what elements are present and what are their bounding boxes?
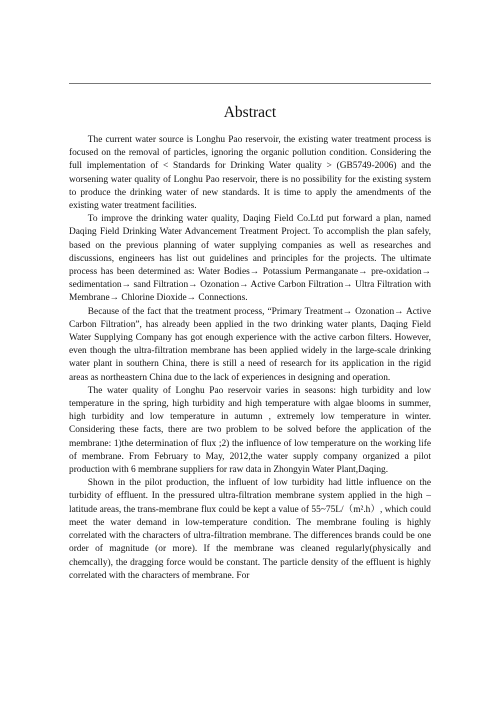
abstract-body (69, 134, 431, 583)
paragraph-1: The current water source is Longhu Pao reservoir, the existing water treatment process is focused on the removal of particles, ignoring the organic pollution condition. Considering the full implementation of < Standards for Drinking Water quality > (GB5749-2006) and the worsening water quality of Longhu Pao reservoir, there is no possibility for the existing system to produce the drinking water of new standards. It is time to apply the amendments of the existing water treatment facilities. (69, 135, 431, 212)
paragraph-3: Because of the fact that the treatment process, “Primary Treatment→ Ozonation→ Active Carbon Filtration”, has already been applied in the two drinking water plants, Daqing Field Water Supplying Company has got enough experience with the active carbon filters. However, even though the ultra-filtration membrane has been applied widely in the large-scale drinking water plant in southern China, there is still a need of research for its application in the rigid areas as northeastern China due to the lack of experiences in designing and operation. (69, 306, 431, 383)
abstract-title: Abstract (223, 104, 277, 121)
header-rule (69, 83, 431, 84)
paragraph-4: The water quality of Longhu Pao reservoir varies in seasons: high turbidity and low temperature in the spring, high turbidity and high temperature with algae blooms in summer, high turbidity and low temperature in autumn , extremely low temperature in winter. Considering these facts, there are two problem to be solved before the application of the membrane: 1)the determination of flux ;2) the influence of low temperature on the working life of membrane. From February to May, 2012,the water supply company organized a pilot production with 6 membrane suppliers for raw data in Zhongyin Water Plant,Daqing. (69, 385, 431, 476)
paragraph-5: Shown in the pilot production, the influent of low turbidity had little influence on the turbidity of effluent. In the pressured ultra-filtration membrane system applied in the high –latitude areas, the trans-membrane flux could be kept a value of 55~75L/（m².h）, which could meet the water demand in low-temperature condition. The membrane fouling is highly correlated with the characters of ultra-filtration membrane. The differences brands could be one order of magnitude (or more). If the membrane was cleaned regularly(physically and chemcally), the dragging force would be constant. The particle density of the effluent is highly correlated with the characters of membrane. For (69, 478, 431, 581)
paragraph-2: To improve the drinking water quality, Daqing Field Co.Ltd put forward a plan, named Daqing Field Drinking Water Advancement Treatment Project. To accomplish the plan safely, based on the previous planning of water supplying companies as well as researches and discussions, engineers has list out guidelines and principles for the projects. The ultimate process has been determined as: Water Bodies→ Potassium Permanganate→ pre-oxidation→ sedimentation→ sand Filtration→ Ozonation→ Active Carbon Filtration→ Ultra Filtration with Membrane→ Chlorine Dioxide→ Connections. (69, 214, 431, 304)
